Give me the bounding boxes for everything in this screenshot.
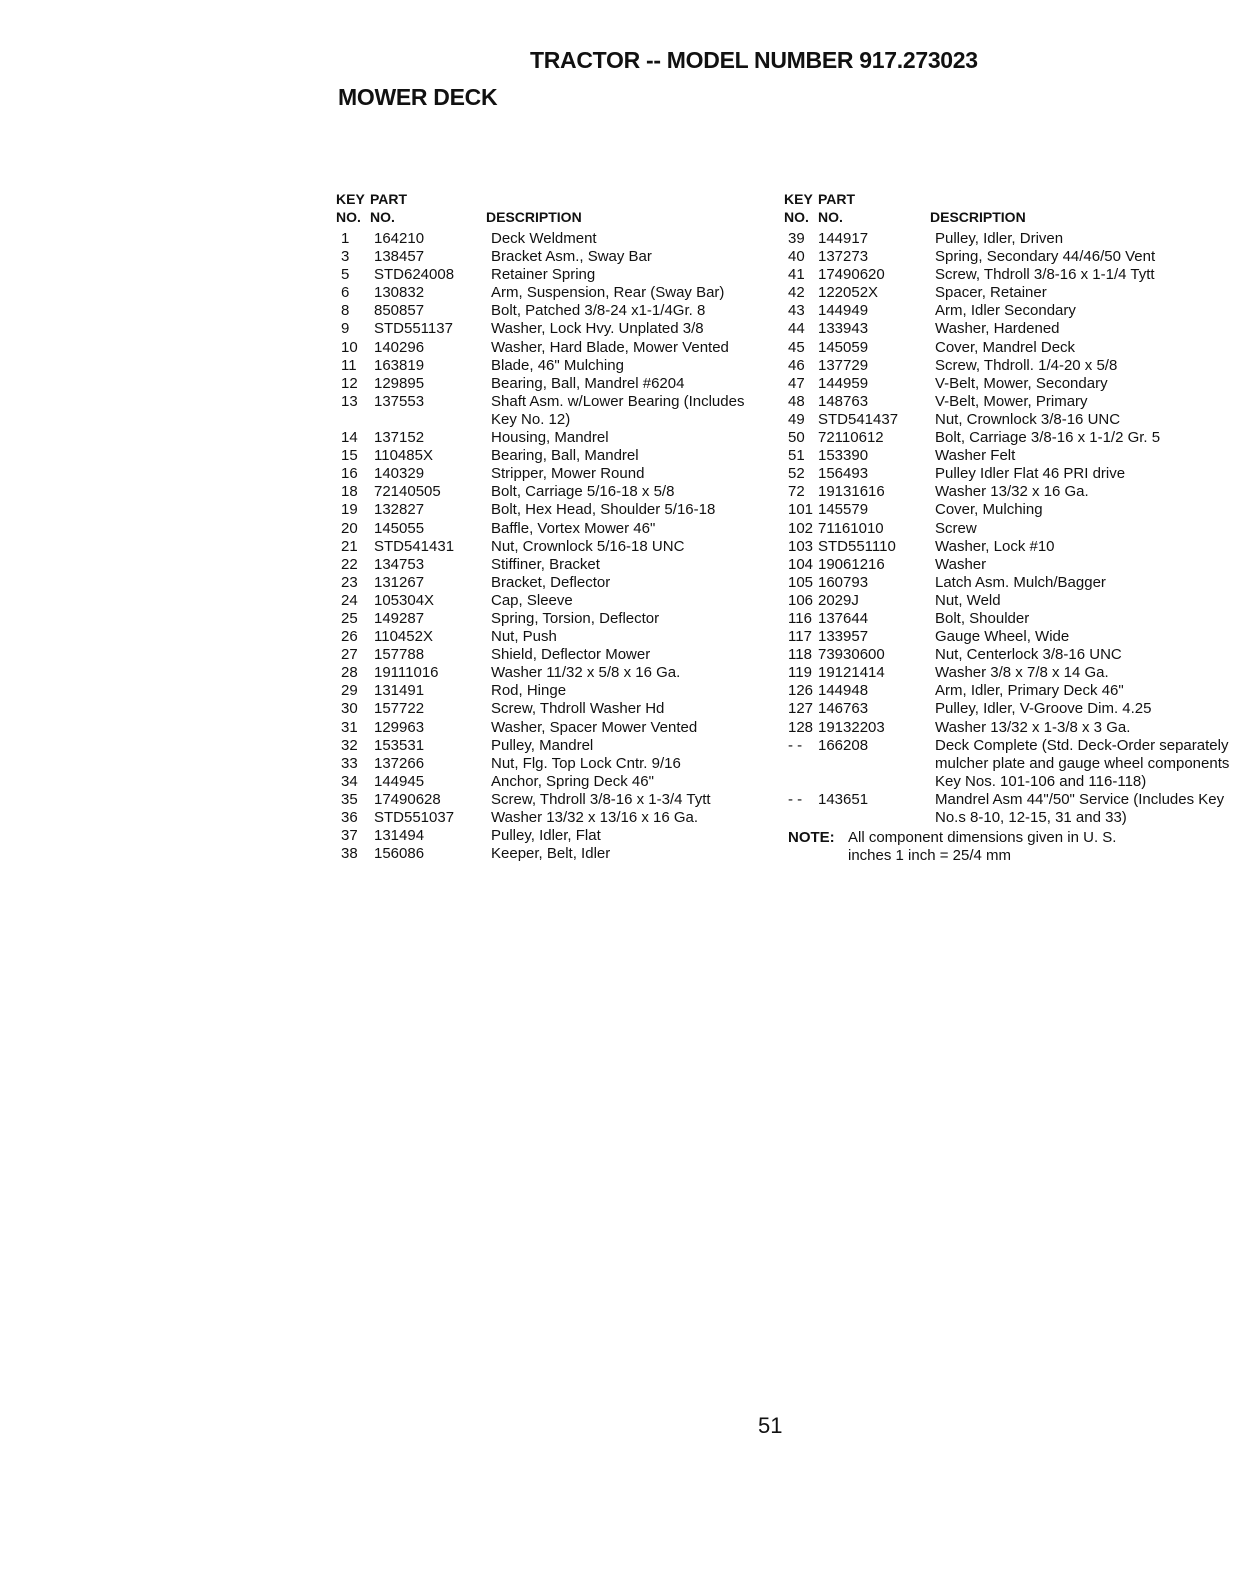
table-row: [784, 574, 1235, 592]
table-row: [336, 646, 746, 664]
part-description: Nut, Flg. Top Lock Cntr. 9/16: [491, 754, 681, 772]
table-row: [336, 320, 746, 338]
table-row: [784, 357, 1235, 375]
key-number: 31: [341, 718, 358, 736]
part-number: 132827: [374, 501, 425, 519]
key-number: 127: [788, 700, 814, 718]
table-row: [336, 284, 746, 302]
part-description: Arm, Idler, Primary Deck 46": [935, 682, 1124, 700]
part-description: Pulley Idler Flat 46 PRI drive: [935, 465, 1126, 483]
part-number: 72140505: [374, 483, 441, 501]
part-description: Anchor, Spring Deck 46": [491, 772, 654, 790]
part-description: Spring, Secondary 44/46/50 Vent: [935, 248, 1156, 266]
parts-list-left: [336, 230, 749, 863]
part-description: V-Belt, Mower, Primary: [935, 392, 1088, 410]
part-description: Stripper, Mower Round: [491, 465, 645, 483]
note-label: NOTE:: [788, 829, 835, 847]
part-description: Bolt, Carriage 3/8-16 x 1-1/2 Gr. 5: [935, 429, 1161, 447]
part-number: 144959: [818, 374, 869, 392]
table-row: [784, 538, 1235, 556]
part-number: 137644: [818, 609, 869, 627]
part-number: 131491: [374, 682, 425, 700]
part-description: Nut, Crownlock 3/8-16 UNC: [935, 410, 1121, 428]
part-description: Pulley, Mandrel: [491, 736, 594, 754]
part-number: 137273: [818, 248, 869, 266]
part-number: STD551110: [818, 537, 896, 555]
key-header-line2: NO.: [784, 209, 809, 225]
key-number: 21: [341, 537, 358, 555]
table-row: [336, 827, 746, 845]
column-headers: [336, 190, 746, 230]
key-number: 30: [341, 700, 358, 718]
part-number: 140296: [374, 338, 425, 356]
key-number: 52: [788, 465, 805, 483]
table-row: [336, 755, 746, 773]
part-description: Washer 11/32 x 5/8 x 16 Ga.: [491, 664, 681, 682]
part-description: Stiffiner, Bracket: [491, 555, 600, 573]
key-number: 18: [341, 483, 358, 501]
part-description: Blade, 46" Mulching: [491, 356, 624, 374]
part-description: Nut, Crownlock 5/16-18 UNC: [491, 537, 685, 555]
table-row: [784, 266, 1235, 284]
part-number: 156086: [374, 845, 425, 863]
part-number: 71161010: [818, 519, 884, 537]
table-row: [784, 700, 1235, 718]
table-row: [784, 682, 1235, 700]
part-description: Cover, Mulching: [935, 501, 1043, 519]
table-row: [784, 284, 1235, 302]
part-number: 140329: [374, 465, 425, 483]
key-header-line1: KEY: [784, 191, 813, 207]
key-number: 44: [788, 320, 805, 338]
key-number: 126: [788, 682, 814, 700]
key-number: 8: [341, 302, 350, 320]
table-row: [336, 248, 746, 266]
part-description: Shield, Deflector Mower: [491, 646, 651, 664]
part-number: 156493: [818, 465, 869, 483]
part-number: 130832: [374, 284, 425, 302]
table-row: [784, 791, 1235, 827]
key-number: 117: [788, 628, 812, 646]
part-number: 145579: [818, 501, 869, 519]
part-header-line2: NO.: [370, 209, 395, 225]
key-number: 50: [788, 429, 805, 447]
parts-column-left: [336, 190, 749, 863]
key-number: 19: [341, 501, 358, 519]
key-number: 24: [341, 591, 358, 609]
table-row: [336, 302, 746, 320]
part-number: 157722: [374, 700, 425, 718]
part-number: 129895: [374, 374, 425, 392]
part-number: 146763: [818, 700, 869, 718]
part-number: 129963: [374, 718, 425, 736]
part-number: STD624008: [374, 266, 455, 284]
key-number: 118: [788, 646, 812, 664]
part-number: 145055: [374, 519, 425, 537]
table-row: [784, 719, 1235, 737]
part-number: 105304X: [374, 591, 435, 609]
key-number: 37: [341, 827, 358, 845]
description-header: DESCRIPTION: [486, 209, 582, 225]
key-number: 16: [341, 465, 358, 483]
part-number: 144949: [818, 302, 869, 320]
table-row: [784, 628, 1235, 646]
part-description: Spacer, Retainer: [935, 284, 1047, 302]
part-number: 17490620: [818, 266, 885, 284]
part-number: 134753: [374, 555, 425, 573]
table-row: [336, 357, 746, 375]
key-number: 25: [341, 609, 358, 627]
part-header-line1: PART: [818, 191, 856, 207]
part-description: Deck Weldment: [491, 230, 597, 247]
part-number: 166208: [818, 736, 869, 754]
part-description: Bracket, Deflector: [491, 573, 611, 591]
key-number: 36: [341, 809, 358, 826]
key-number: - -: [788, 736, 803, 754]
part-number: 144917: [818, 230, 869, 247]
part-number: 72110612: [818, 429, 884, 447]
key-number: 22: [341, 555, 358, 573]
part-header-line2: NO.: [818, 209, 843, 225]
part-description: Cap, Sleeve: [491, 591, 573, 609]
key-number: 103: [788, 537, 814, 555]
part-number: 19132203: [818, 718, 885, 736]
part-number: 110452X: [374, 628, 433, 646]
parts-list-right: [784, 230, 1235, 827]
key-number: 116: [788, 609, 812, 627]
table-row: [336, 574, 746, 592]
part-number: 122052X: [818, 284, 879, 302]
part-description: Bolt, Patched 3/8-24 x1-1/4Gr. 8: [491, 302, 706, 320]
part-description: Keeper, Belt, Idler: [491, 845, 611, 863]
part-number: STD541437: [818, 410, 899, 428]
key-number: 9: [341, 320, 350, 338]
key-number: 119: [788, 664, 812, 682]
key-number: 128: [788, 718, 814, 736]
note: [784, 829, 1235, 865]
part-description: Screw, Thdroll 3/8-16 x 1-3/4 Tytt: [491, 790, 711, 808]
part-description: Washer 13/32 x 16 Ga.: [935, 483, 1089, 501]
key-number: - -: [788, 790, 803, 808]
table-row: [336, 556, 746, 574]
key-number: 20: [341, 519, 358, 537]
part-description: Washer, Hardened: [935, 320, 1060, 338]
key-number: 12: [341, 374, 358, 392]
key-number: 1: [341, 230, 350, 247]
key-number: 11: [341, 356, 357, 374]
part-number: STD551037: [374, 809, 455, 826]
table-row: [784, 483, 1235, 501]
table-row: [336, 773, 746, 791]
table-row: [336, 375, 746, 393]
column-headers: [784, 190, 1235, 230]
table-row: [336, 809, 746, 827]
key-number: 104: [788, 555, 814, 573]
part-description: Housing, Mandrel: [491, 429, 609, 447]
table-row: [336, 592, 746, 610]
table-row: [336, 266, 746, 284]
key-number: 28: [341, 664, 358, 682]
page-title: TRACTOR -- MODEL NUMBER 917.273023: [530, 47, 978, 73]
table-row: [784, 501, 1235, 519]
part-number: 850857: [374, 302, 425, 320]
part-description: V-Belt, Mower, Secondary: [935, 374, 1108, 392]
key-number: 33: [341, 754, 358, 772]
key-number: 6: [341, 284, 350, 302]
part-description: Washer, Spacer Mower Vented: [491, 718, 698, 736]
part-description: Bolt, Shoulder: [935, 609, 1030, 627]
part-description: Bracket Asm., Sway Bar: [491, 248, 652, 266]
part-description: Bolt, Carriage 5/16-18 x 5/8: [491, 483, 675, 501]
part-description: Shaft Asm. w/Lower Bearing (Includes Key No. 12): [491, 392, 749, 428]
key-number: 102: [788, 519, 814, 537]
key-number: 46: [788, 356, 805, 374]
part-number: 164210: [374, 230, 425, 247]
key-number: 105: [788, 573, 814, 591]
key-number: 23: [341, 573, 358, 591]
part-description: Nut, Push: [491, 628, 557, 646]
key-number: 14: [341, 429, 358, 447]
part-number: 19111016: [374, 664, 439, 682]
part-number: 163819: [374, 356, 425, 374]
part-header-line1: PART: [370, 191, 408, 207]
table-row: [784, 320, 1235, 338]
part-number: 73930600: [818, 646, 885, 664]
part-number: 131494: [374, 827, 425, 845]
key-number: 41: [788, 266, 805, 284]
table-row: [336, 737, 746, 755]
part-number: 19121414: [818, 664, 885, 682]
part-number: 138457: [374, 248, 425, 266]
key-number: 47: [788, 374, 805, 392]
description-header: DESCRIPTION: [930, 209, 1026, 225]
table-row: [336, 501, 746, 519]
part-number: 137152: [374, 429, 425, 447]
table-row: [336, 664, 746, 682]
part-number: 137553: [374, 392, 425, 410]
table-row: [336, 429, 746, 447]
table-row: [336, 610, 746, 628]
part-description: Arm, Suspension, Rear (Sway Bar): [491, 284, 725, 302]
part-number: 133943: [818, 320, 869, 338]
part-description: Washer 13/32 x 1-3/8 x 3 Ga.: [935, 718, 1131, 736]
key-number: 39: [788, 230, 805, 247]
table-row: [784, 592, 1235, 610]
part-description: Nut, Weld: [935, 591, 1001, 609]
part-number: STD551137: [374, 320, 453, 338]
part-description: Bearing, Ball, Mandrel #6204: [491, 374, 685, 392]
table-row: [336, 538, 746, 556]
part-description: Spring, Torsion, Deflector: [491, 609, 660, 627]
part-number: 2029J: [818, 591, 859, 609]
part-description: Bearing, Ball, Mandrel: [491, 447, 639, 465]
part-description: Pulley, Idler, Flat: [491, 827, 601, 845]
key-number: 49: [788, 410, 805, 428]
part-number: 149287: [374, 609, 425, 627]
table-row: [336, 791, 746, 809]
part-description: Gauge Wheel, Wide: [935, 628, 1070, 646]
part-description: Deck Complete (Std. Deck-Order separately mulcher plate and gauge wheel components Key Nos. 101-106 and 116-118): [935, 736, 1234, 790]
key-number: 43: [788, 302, 805, 320]
table-row: [784, 737, 1235, 791]
table-row: [784, 411, 1235, 429]
table-row: [784, 393, 1235, 411]
part-description: Screw, Thdroll 3/8-16 x 1-1/4 Tytt: [935, 266, 1155, 284]
part-description: Pulley, Idler, V-Groove Dim. 4.25: [935, 700, 1152, 718]
key-number: 29: [341, 682, 358, 700]
part-description: Pulley, Idler, Driven: [935, 230, 1064, 247]
table-row: [784, 248, 1235, 266]
page-number: 51: [758, 1413, 783, 1438]
table-row: [784, 302, 1235, 320]
key-number: 34: [341, 772, 358, 790]
part-description: Bolt, Hex Head, Shoulder 5/16-18: [491, 501, 716, 519]
table-row: [784, 465, 1235, 483]
part-number: 137266: [374, 754, 425, 772]
table-row: [784, 429, 1235, 447]
part-number: 144945: [374, 772, 425, 790]
part-number: 131267: [374, 573, 425, 591]
part-description: Screw, Thdroll Washer Hd: [491, 700, 665, 718]
key-number: 40: [788, 248, 805, 266]
table-row: [336, 339, 746, 357]
key-number: 5: [341, 266, 350, 284]
key-number: 48: [788, 392, 805, 410]
table-row: [336, 682, 746, 700]
note-text: All component dimensions given in U. S. inches 1 inch = 25/4 mm: [848, 829, 1117, 865]
key-number: 10: [341, 338, 358, 356]
table-row: [336, 845, 746, 863]
part-description: Screw, Thdroll. 1/4-20 x 5/8: [935, 356, 1118, 374]
part-number: 19131616: [818, 483, 885, 501]
key-number: 27: [341, 646, 358, 664]
part-description: Arm, Idler Secondary: [935, 302, 1076, 320]
part-description: Washer, Hard Blade, Mower Vented: [491, 338, 729, 356]
part-number: 143651: [818, 790, 869, 808]
part-description: Mandrel Asm 44"/50" Service (Includes Key No.s 8-10, 12-15, 31 and 33): [935, 790, 1229, 826]
part-number: 144948: [818, 682, 869, 700]
key-header-line1: KEY: [336, 191, 365, 207]
table-row: [336, 520, 746, 538]
table-row: [336, 392, 749, 429]
key-number: 38: [341, 845, 358, 863]
table-row: [784, 646, 1235, 664]
part-number: 153531: [374, 736, 425, 754]
key-number: 45: [788, 338, 805, 356]
part-description: Washer Felt: [935, 447, 1016, 465]
key-number: 106: [788, 591, 814, 609]
key-number: 51: [788, 447, 805, 465]
part-number: 160793: [818, 573, 869, 591]
part-number: 137729: [818, 356, 869, 374]
section-title: MOWER DECK: [338, 84, 498, 110]
part-description: Screw: [935, 519, 977, 537]
part-description: Washer, Lock #10: [935, 537, 1055, 555]
part-description: Rod, Hinge: [491, 682, 567, 700]
key-number: 13: [341, 392, 358, 410]
key-number: 32: [341, 736, 358, 754]
key-number: 3: [341, 248, 350, 266]
table-row: [336, 483, 746, 501]
key-header-line2: NO.: [336, 209, 361, 225]
table-row: [784, 520, 1235, 538]
part-number: 19061216: [818, 555, 885, 573]
key-number: 26: [341, 628, 358, 646]
part-description: Washer, Lock Hvy. Unplated 3/8: [491, 320, 704, 338]
key-number: 101: [788, 501, 814, 519]
part-description: Nut, Centerlock 3/8-16 UNC: [935, 646, 1122, 664]
table-row: [784, 230, 1235, 248]
key-number: 42: [788, 284, 805, 302]
table-row: [336, 230, 746, 248]
table-row: [336, 465, 746, 483]
part-description: Washer: [935, 555, 987, 573]
part-number: 17490628: [374, 790, 441, 808]
part-description: Washer 13/32 x 13/16 x 16 Ga.: [491, 809, 699, 826]
table-row: [784, 556, 1235, 574]
table-row: [784, 375, 1235, 393]
part-description: Washer 3/8 x 7/8 x 14 Ga.: [935, 664, 1109, 682]
key-number: 35: [341, 790, 358, 808]
part-description: Latch Asm. Mulch/Bagger: [935, 573, 1106, 591]
table-row: [336, 700, 746, 718]
key-number: 15: [341, 447, 358, 465]
part-number: 110485X: [374, 447, 433, 465]
table-row: [784, 339, 1235, 357]
table-row: [784, 610, 1235, 628]
part-number: 157788: [374, 646, 425, 664]
part-number: 153390: [818, 447, 869, 465]
table-row: [336, 719, 746, 737]
part-number: 145059: [818, 338, 869, 356]
key-number: 72: [788, 483, 805, 501]
part-description: Baffle, Vortex Mower 46": [491, 519, 656, 537]
table-row: [336, 447, 746, 465]
table-row: [784, 664, 1235, 682]
part-description: Retainer Spring: [491, 266, 596, 284]
part-number: STD541431: [374, 537, 455, 555]
part-description: Cover, Mandrel Deck: [935, 338, 1076, 356]
part-number: 133957: [818, 628, 869, 646]
parts-column-right: [784, 190, 1235, 865]
table-row: [784, 447, 1235, 465]
table-row: [336, 628, 746, 646]
part-number: 148763: [818, 392, 869, 410]
